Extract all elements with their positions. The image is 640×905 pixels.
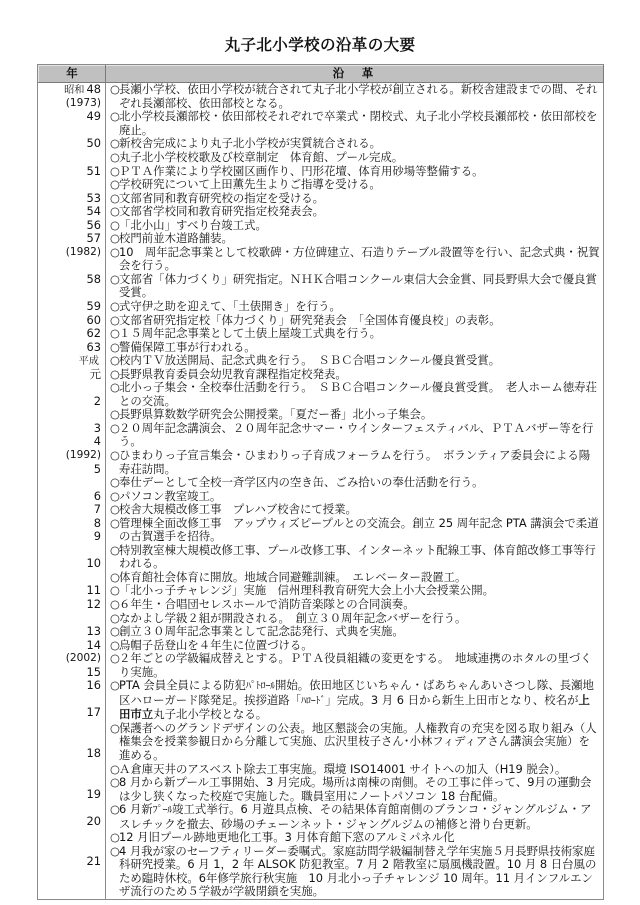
entry-body (119, 109, 597, 137)
year-label (39, 192, 102, 206)
entry-body (119, 489, 221, 503)
entry-bullet-icon: ○ (110, 217, 120, 232)
year-label (39, 463, 102, 477)
entry-body (119, 844, 596, 899)
history-entry (110, 314, 601, 328)
history-entry (110, 639, 601, 653)
entry-body (119, 721, 597, 762)
entry-bullet-icon: ○ (110, 475, 120, 490)
year-column (39, 83, 106, 899)
entry-bullet-icon: ○ (110, 298, 120, 313)
entry-bullet-icon: ○ (110, 149, 120, 164)
history-entry (110, 192, 601, 206)
history-column (106, 83, 604, 899)
entry-text-run: ６年生・合唱団セレスホールで消防音楽隊との合同演奏。 (119, 597, 415, 611)
history-entry (110, 137, 601, 151)
entry-body (119, 421, 593, 449)
entry-text-run: 学校研究について上田薫先生よりご指導を受ける。 (119, 177, 381, 192)
year-value: 10 (86, 556, 101, 571)
entry-body (119, 516, 599, 544)
entry-bullet-icon: ○ (110, 231, 120, 246)
entry-body (119, 762, 566, 776)
year-value: 12 (86, 597, 101, 611)
year-label (39, 354, 102, 368)
entry-bullet-icon: ○ (110, 204, 120, 219)
entry-text-run: 12 月旧プール跡地更地化工事。3 月体育館下窓のアルミパネル化 (119, 830, 455, 845)
entry-body (119, 340, 256, 354)
year-label (39, 422, 102, 436)
year-label (39, 774, 102, 788)
year-value: 54 (86, 204, 101, 219)
history-entry (110, 354, 601, 368)
year-era: 平成 (78, 356, 99, 368)
entry-body (119, 611, 466, 625)
table-header (39, 66, 604, 83)
year-label (39, 747, 102, 761)
entry-text-run: ひまわりっ子宣言集会・ひまわりっ子育成フォーラムを行う。 ボランティア委員会による陽寿荘訪問。 (119, 447, 591, 476)
year-value: 18 (86, 746, 101, 761)
history-entry (110, 544, 601, 571)
entry-bullet-icon: ○ (110, 597, 120, 611)
history-entry (110, 110, 601, 137)
year-value: 13 (86, 624, 101, 639)
entry-bullet-icon: ○ (110, 583, 120, 598)
entry-text-run: 8 月から新プール工事開始、3 月完成。場所は南棟の南側。その工事に伴って、9月の運動会は少し狭くなった校庭で実施した。職員室用にノートパソコン 18 台配備。 (119, 775, 592, 803)
year-label (39, 476, 102, 490)
year-label (39, 124, 102, 138)
year-value: 元 (89, 366, 101, 381)
entry-bullet-icon: ○ (110, 447, 120, 462)
entry-bullet-icon: ○ (110, 678, 120, 693)
entry-text-run: 文部省「体力づくり」研究指定。ＮＨＫ合唱コンクール東信大会金賞、同長野県大会で優良賞受賞。 (119, 271, 597, 300)
year-value: 53 (86, 190, 101, 205)
entry-body (119, 150, 403, 164)
entry-bullet-icon: ○ (110, 353, 120, 368)
entry-bullet-icon: ○ (110, 163, 120, 178)
year-label (39, 761, 102, 775)
history-entry (110, 476, 601, 490)
entry-body (119, 313, 501, 327)
entry-text-run: 長野県教育委員会幼児教育課程指定校発表。 (119, 366, 347, 381)
year-label (39, 314, 102, 328)
entry-text-run: ２０周年記念講演会、２０周年記念サマー・ウインターフェスティバル、ＰＴＡバザー等を行う。 (119, 420, 594, 449)
entry-body (119, 82, 597, 110)
entry-bullet-icon: ○ (110, 610, 120, 625)
entry-body (119, 204, 324, 218)
entry-text-run: 校舎大規模改修工事 プレハブ校舎にて授業。 (119, 502, 357, 517)
history-entry (110, 273, 601, 300)
entry-bullet-icon: ○ (110, 542, 120, 557)
entry-text-run: Ａ倉庫天井のアスベスト除去工事実施。環境 ISO14001 サイトへの加入（H19 脱会）。 (119, 761, 567, 776)
year-label (39, 584, 102, 598)
entry-bullet-icon: ○ (110, 420, 120, 435)
entry-bullet-icon: ○ (110, 775, 120, 790)
entry-bullet-icon: ○ (110, 190, 120, 205)
history-entry (110, 612, 601, 626)
entry-text-run: 校内ＴＶ放送開局、記念式典を行う。 ＳＢＣ合唱コンクール優良賞受賞。 (119, 353, 501, 368)
year-value: 17 (86, 705, 101, 720)
entry-body (119, 638, 313, 652)
entry-bullet-icon: ○ (110, 515, 120, 530)
entry-text-run: 開始。依田地区じいちゃん・ばあちゃんあいさつし隊、長瀬地区ハローガード隊発足。挨拶道路「 (119, 678, 594, 707)
history-entry (110, 845, 601, 899)
year-value: 58 (86, 271, 101, 286)
history-entry (110, 831, 601, 845)
year-value: 48 (86, 82, 101, 97)
entry-bullet-icon: ○ (110, 830, 120, 845)
entry-bullet-icon: ○ (110, 407, 120, 422)
header-row (39, 66, 604, 83)
year-era: 昭和 (64, 85, 85, 97)
history-entry (110, 83, 601, 110)
history-entry (110, 503, 601, 517)
history-entry (110, 165, 601, 179)
entry-text-run: 竣工式挙行。6 月遊具点検、その結果体育館南側のブランコ・ジャングルジム・アスレチックを撤去、砂場のチェーンネット・ジャングルジムの補修と滑り台更新。 (119, 802, 592, 831)
entry-body (119, 651, 592, 679)
year-label (39, 733, 102, 747)
entry-bullet-icon: ○ (110, 82, 120, 97)
year-value: 63 (86, 339, 101, 354)
year-label (39, 503, 102, 517)
year-value: 14 (86, 637, 101, 652)
entry-bullet-icon: ○ (110, 720, 120, 735)
entry-bullet-icon: ○ (110, 380, 120, 395)
year-label (39, 625, 102, 639)
entry-body (119, 353, 500, 367)
entry-body (119, 802, 592, 831)
entry-body (119, 407, 432, 421)
history-entry (110, 584, 601, 598)
year-value: 51 (86, 163, 101, 178)
year-label (39, 828, 102, 842)
entry-text-run: なかよし学級２組が開設される。 創立３０周年記念バザーを行う。 (119, 610, 467, 625)
history-entry (110, 449, 601, 476)
history-table-container (37, 64, 604, 900)
year-value: 62 (86, 326, 101, 341)
history-table (38, 65, 604, 899)
entry-text-run: 保護者へのグランドデザインの公表。地区懇談会の実施。人権教育の充実を図る取り組み（人権集会を授業参観日から分離して実施、広沢里枝子さん･小林フィディアさん講演会実施）を進める。 (119, 720, 597, 763)
entry-bullet-icon: ○ (110, 366, 120, 381)
entry-bullet-icon: ○ (110, 637, 120, 652)
year-value: 59 (86, 298, 101, 313)
history-entry (110, 571, 601, 585)
entry-text-run: 警備保障工事が行われる。 (119, 339, 256, 354)
entry-body (119, 678, 594, 721)
entry-bullet-icon: ○ (110, 624, 120, 639)
year-label (39, 435, 102, 449)
entry-text-run: １５周年記念事業として土俵上屋竣工式典を行う。 (119, 326, 381, 341)
year-label (39, 205, 102, 219)
year-label (39, 368, 102, 382)
entry-text-run: 丸子北小学校となる。 (153, 707, 268, 722)
entry-body (119, 583, 494, 597)
entry-text-run: 4 月我が家のセーフティリーダー委嘱式。家庭訪問学級編制替え学年実施５月長野県技術家庭科研究授業。6 月 1，2 年 ALSOK 防犯教室。7 月 2 階教室に扇風機設置。10 月 8 日台風のため臨時休校。6年修学旅行秋実施 10 月北小っ子チャレンジ 10 周年。11 月インフルエンザ流行のため５学級が学級閉鎖を実施。 (119, 843, 597, 899)
table-body (39, 83, 604, 899)
entry-body (119, 299, 341, 313)
history-entry (110, 422, 601, 449)
year-value: 19 (86, 786, 101, 801)
entry-text-run: 創立３０周年記念事業として記念誌発行、式典を実施。 (119, 624, 404, 639)
year-label (39, 178, 102, 192)
entry-bullet-icon: ○ (110, 326, 120, 341)
year-label (39, 842, 102, 856)
entry-body (119, 272, 597, 300)
entry-body (119, 136, 381, 150)
entry-text-run: 特別教室棟大規模改修工事、プール改修工事、インターネット配線工事、体育館改修工事等行われる。 (119, 542, 596, 571)
entry-text-run: 校門前並木道路舗装。 (119, 231, 233, 246)
entry-bullet-icon: ○ (110, 339, 120, 354)
entry-body (119, 191, 324, 205)
entry-text-run: 北小っ子集会・全校奉仕活動を行う。 ＳＢＣ合唱コンクール優良賞受賞。 老人ホーム徳寿荘との交流。 (119, 380, 597, 408)
entry-text-run: ＰＴＡ作業により学校園区画作り、円形花壇、体育用砂場等整備する。 (119, 163, 484, 178)
year-value: (1992) (65, 448, 101, 461)
entry-text-run: 「北小っ子チャレンジ」実施 信州理科教育研究大会上小大会授業公開。 (119, 583, 494, 598)
year-label (39, 788, 102, 802)
year-label (39, 286, 102, 300)
entry-text-run: 丸子北小学校校歌及び校章制定 体育館、プール完成。 (119, 149, 404, 164)
entry-text-run: 文部省学校同和教育研究指定校発表会。 (119, 204, 325, 219)
entry-text-run: PTA 会員全員による防犯 (119, 678, 246, 693)
history-entry (110, 341, 601, 355)
entry-body (119, 177, 381, 191)
year-value: (2002) (65, 652, 101, 665)
year-label (39, 490, 102, 504)
entry-text-run: 」完成。3 月 6 日から新生上田市となり、校名が (325, 692, 579, 707)
year-label (39, 300, 102, 314)
history-entry (110, 219, 601, 233)
year-label (39, 517, 102, 531)
year-label (39, 855, 102, 869)
entry-bullet-icon: ○ (110, 651, 120, 666)
history-entry (110, 722, 601, 763)
page-title: 丸子北小学校の沿革の大要 (224, 36, 416, 54)
year-value: 15 (86, 664, 101, 679)
history-entry (110, 625, 601, 639)
entry-text-run: 「北小山」すべり台竣工式。 (119, 217, 267, 232)
year-value: 16 (86, 678, 101, 693)
history-entry (110, 652, 601, 679)
entry-text-run: 文部省研究指定校「体力づくり」研究発表会 「全国体育優良校」の表彰。 (119, 312, 501, 327)
entry-text-run: 6 月新 (119, 802, 153, 817)
history-entry (110, 408, 601, 422)
year-label (39, 598, 102, 612)
year-label (39, 639, 102, 653)
history-entry (110, 151, 601, 165)
entry-text-run: 新校舎完成により丸子北小学校が実質統合される。 (119, 136, 381, 151)
entry-body (119, 624, 404, 638)
history-entry (110, 368, 601, 382)
year-value: 49 (86, 109, 101, 124)
history-entry (110, 517, 601, 544)
year-label (39, 612, 102, 626)
year-value: 60 (86, 312, 101, 327)
history-entry (110, 232, 601, 246)
history-entry (110, 490, 601, 504)
year-label (39, 882, 102, 896)
entry-body (119, 448, 590, 476)
entry-text-run: パソコン教室竣工。 (119, 488, 222, 503)
halfwidth-text: ﾌﾟｰﾙ (152, 805, 173, 817)
year-label (39, 381, 102, 395)
year-label (39, 341, 102, 355)
entry-text-run: 10 周年記念事業として校歌碑・方位碑建立、石造りテーブル設置等を行い、記念式典・祝賀会を行う。 (119, 244, 600, 273)
entry-text-run: 体育館社会体育に開放。地域合同避難訓練。 エレベーター設置工。 (119, 569, 467, 584)
year-label (39, 395, 102, 409)
column-header-year: 年 (39, 66, 106, 83)
year-label (39, 693, 102, 707)
entry-text-run: 文部省同和教育研究校の指定を受ける。 (119, 190, 325, 205)
year-value: 21 (86, 854, 101, 869)
halfwidth-text: ﾊﾟﾄﾛｰﾙ (245, 681, 275, 693)
history-entry (110, 327, 601, 341)
year-value: 20 (86, 813, 101, 828)
entry-text-run: 長野県算数数学研究会公開授業。「夏だー番」北小っ子集会。 (119, 407, 433, 422)
entry-bullet-icon: ○ (110, 312, 120, 327)
entry-text-run: 長瀬小学校、依田小学校が統合されて丸子北小学校が創立される。新校舎建設までの間、それぞれ長瀬部校、依田部校となる。 (119, 82, 598, 110)
year-label (39, 219, 102, 233)
entry-body (119, 380, 597, 408)
entry-body (119, 231, 233, 245)
year-value: 11 (86, 583, 101, 598)
year-label (39, 571, 102, 585)
entry-bullet-icon: ○ (110, 136, 120, 151)
entry-body (119, 475, 484, 489)
table-row (39, 83, 604, 899)
history-entry (110, 763, 601, 777)
entry-body (119, 775, 591, 803)
entry-bullet-icon: ○ (110, 271, 120, 286)
history-entry (110, 679, 601, 722)
entry-body (119, 597, 415, 611)
year-value: (1973) (65, 96, 101, 109)
history-entry (110, 776, 601, 803)
entry-text-run: 式守伊之助を迎えて、「土俵開き」を行う。 (119, 298, 341, 313)
entry-body (119, 570, 466, 584)
year-value: 5 (93, 461, 101, 476)
year-label (39, 97, 102, 111)
entry-body (119, 543, 596, 571)
entry-text-run: 管理棟全面改修工事 アップウィズピープルとの交流会。創立 25 周年記念 PTA 講演会で柔道の古賀選手を招待。 (119, 515, 599, 544)
year-value: 8 (93, 515, 101, 530)
column-header-history: 沿 革 (106, 66, 604, 83)
halfwidth-text: ﾊﾛｰﾄﾞ (301, 695, 326, 707)
year-label (39, 327, 102, 341)
year-label (39, 706, 102, 720)
year-value: 57 (86, 231, 101, 246)
entry-text-run: 烏帽子岳登山を４年生に位置づける。 (119, 637, 313, 652)
entry-bullet-icon: ○ (110, 502, 120, 517)
year-value: 9 (93, 529, 101, 544)
year-label (39, 544, 102, 558)
year-label (39, 151, 102, 165)
year-label (39, 666, 102, 680)
entry-body (119, 245, 600, 273)
year-label (39, 246, 102, 260)
entry-bullet-icon: ○ (110, 177, 120, 192)
year-label (39, 137, 102, 151)
entry-body (119, 830, 455, 844)
history-entry (110, 300, 601, 314)
entry-body (119, 326, 381, 340)
emphasis-text: 上田市立 (119, 692, 590, 722)
year-label (39, 449, 102, 463)
year-label (39, 273, 102, 287)
entry-text-run: 奉仕デーとして全校一斉学区内の空き缶、ごみ拾いの奉仕活動を行う。 (119, 475, 484, 490)
year-label (39, 801, 102, 815)
history-entry (110, 178, 601, 192)
year-value: 56 (86, 217, 101, 232)
year-label (39, 259, 102, 273)
year-value: 3 (93, 420, 101, 435)
year-label (39, 679, 102, 693)
year-label (39, 815, 102, 829)
history-entry (110, 803, 601, 831)
entry-body (119, 164, 484, 178)
entry-text-run: 北小学校長瀬部校・依田部校それぞれで卒業式・閉校式、丸子北小学校長瀬部校・依田部校を廃止。 (119, 109, 598, 137)
entry-bullet-icon: ○ (110, 843, 120, 858)
year-label (39, 83, 102, 97)
entry-bullet-icon: ○ (110, 802, 120, 817)
entry-body (119, 367, 347, 381)
year-label (39, 720, 102, 734)
year-value: 50 (86, 136, 101, 151)
history-entry (110, 246, 601, 273)
year-value: 7 (93, 502, 101, 517)
year-label (39, 652, 102, 666)
year-value: (1982) (65, 245, 101, 258)
year-label (39, 408, 102, 422)
year-label (39, 869, 102, 883)
history-entry (110, 205, 601, 219)
year-label (39, 110, 102, 124)
entry-bullet-icon: ○ (110, 109, 120, 124)
history-entry (110, 381, 601, 408)
entry-text-run: ２年ごとの学級編成替えとする。ＰＴＡ役員組織の変更をする。 地域連携のホタルの里づくり実施。 (119, 651, 592, 679)
year-label (39, 232, 102, 246)
year-value: 6 (93, 488, 101, 503)
year-value: 4 (93, 434, 101, 449)
entry-bullet-icon: ○ (110, 761, 120, 776)
year-label (39, 165, 102, 179)
entry-bullet-icon: ○ (110, 244, 120, 259)
entry-bullet-icon: ○ (110, 488, 120, 503)
year-label (39, 557, 102, 571)
entry-body (119, 218, 267, 232)
history-entry (110, 598, 601, 612)
entry-bullet-icon: ○ (110, 569, 120, 584)
year-label (39, 530, 102, 544)
year-value: 2 (93, 393, 101, 408)
entry-body (119, 502, 357, 516)
